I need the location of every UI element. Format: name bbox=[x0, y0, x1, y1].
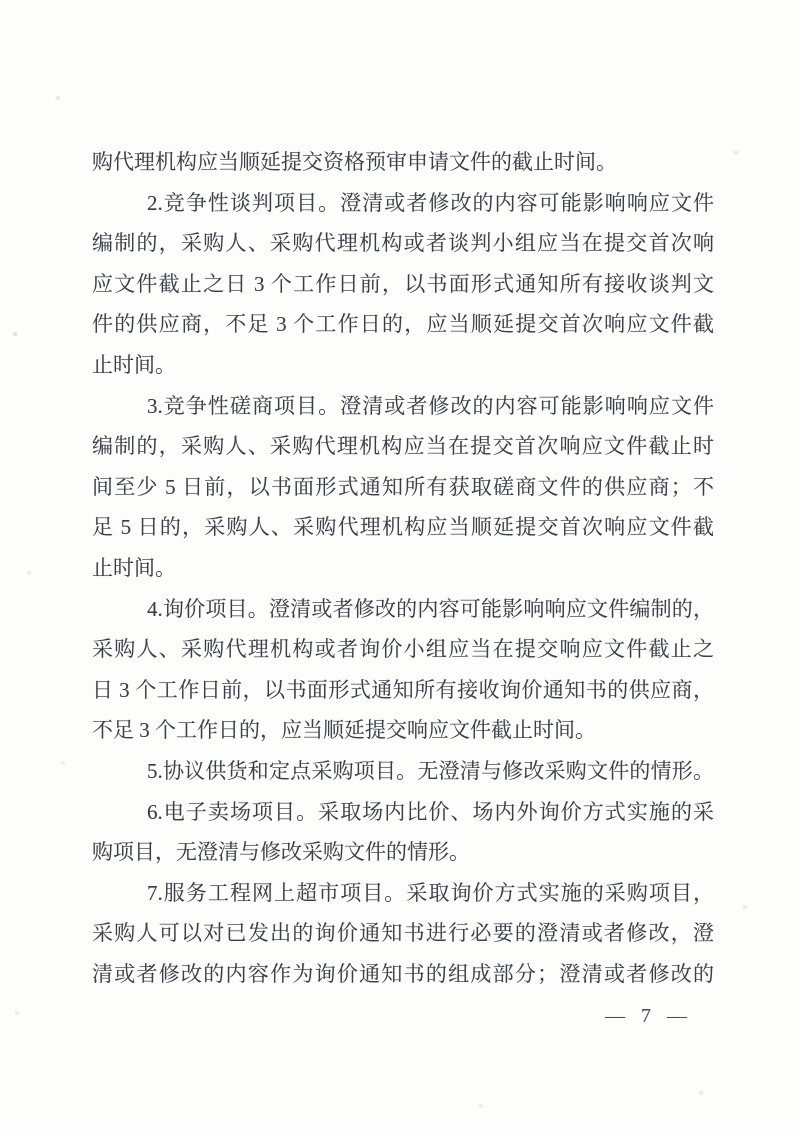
text-line: 应文件截止之日 3 个工作日前，以书面形式通知所有接收谈判文 bbox=[92, 271, 714, 296]
text-line: 编制的，采购人、采购代理机构应当在提交首次响应文件截止时 bbox=[92, 434, 714, 459]
text-line: 日 3 个工作日前，以书面形式通知所有接收询价通知书的供应商， bbox=[92, 677, 714, 702]
text-line: 清或者修改的内容作为询价通知书的组成部分；澄清或者修改的 bbox=[92, 961, 714, 986]
text-line: 采购人可以对已发出的询价通知书进行必要的澄清或者修改，澄 bbox=[92, 921, 714, 946]
text-line: 5.协议供货和定点采购项目。无澄清与修改采购文件的情形。 bbox=[147, 758, 714, 783]
text-line: 足 5 日的，采购人、采购代理机构应当顺延提交首次响应文件截 bbox=[92, 515, 714, 540]
document-text-block bbox=[92, 142, 714, 994]
text-line: 4.询价项目。澄清或者修改的内容可能影响响应文件编制的， bbox=[147, 596, 714, 621]
text-line: 6.电子卖场项目。采取场内比价、场内外询价方式实施的采 bbox=[147, 799, 714, 824]
page-number: — 7 — bbox=[605, 1005, 688, 1027]
text-line: 购项目，无澄清与修改采购文件的情形。 bbox=[92, 840, 470, 865]
scan-speckles bbox=[0, 0, 2, 2]
text-line: 采购人、采购代理机构或者询价小组应当在提交响应文件截止之 bbox=[92, 637, 714, 662]
text-line: 7.服务工程网上超市项目。采取询价方式实施的采购项目， bbox=[147, 880, 714, 905]
text-line: 购代理机构应当顺延提交资格预审申请文件的截止时间。 bbox=[92, 150, 617, 174]
text-line: 3.竞争性磋商项目。澄清或者修改的内容可能影响响应文件 bbox=[147, 393, 714, 418]
text-line: 件的供应商，不足 3 个工作日的，应当顺延提交首次响应文件截 bbox=[92, 312, 714, 337]
text-line: 间至少 5 日前，以书面形式通知所有获取磋商文件的供应商；不 bbox=[92, 474, 714, 499]
text-line: 不足 3 个工作日的，应当顺延提交响应文件截止时间。 bbox=[92, 718, 596, 743]
text-line: 止时间。 bbox=[92, 555, 176, 580]
text-line: 止时间。 bbox=[92, 352, 176, 377]
text-line: 2.竞争性谈判项目。澄清或者修改的内容可能影响响应文件 bbox=[147, 190, 714, 215]
text-line: 编制的，采购人、采购代理机构或者谈判小组应当在提交首次响 bbox=[92, 231, 714, 256]
